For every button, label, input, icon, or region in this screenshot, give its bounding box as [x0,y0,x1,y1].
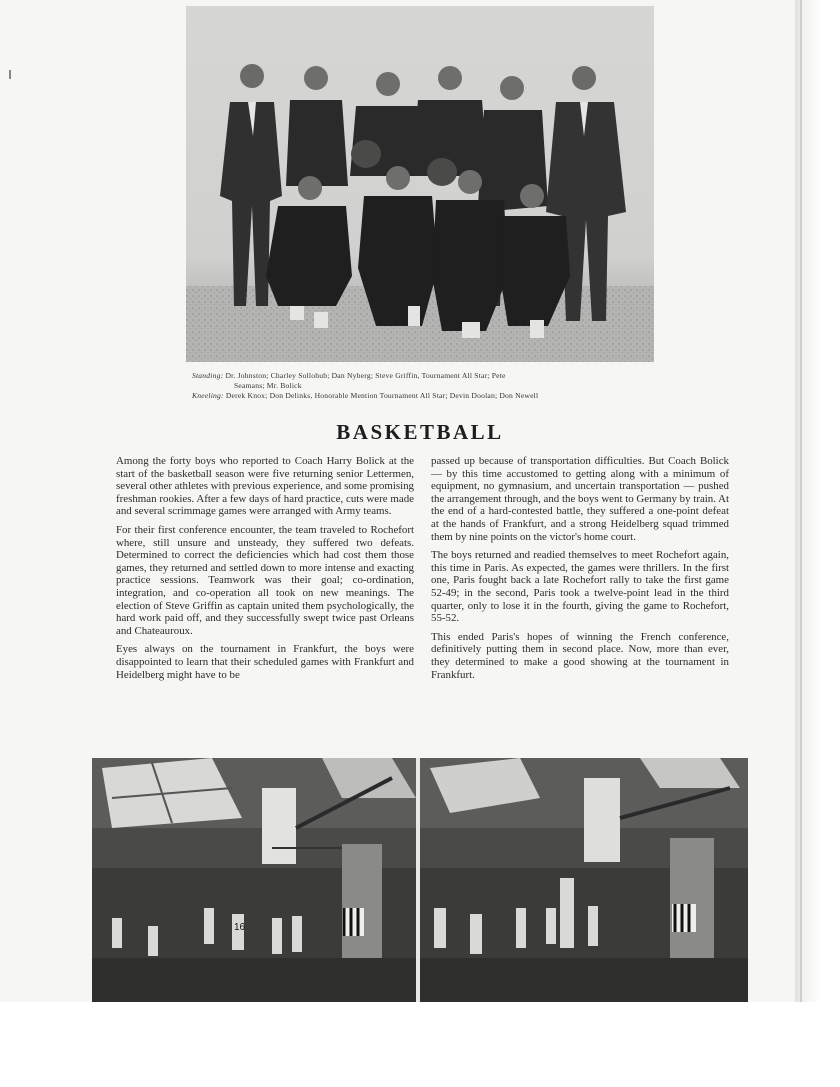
page-spine [800,0,802,1002]
article-paragraph: This ended Paris's hopes of winning the French conference, definitively putting them in second place. Now, more than ever, they determined to make a good showing at the tournament in Frankfurt. [431,630,729,681]
team-photo [186,6,654,362]
caption-standing-names: Dr. Johnston; Charley Sollohub; Dan Nyberg; Steve Griffin, Tournament All Star; Pete [225,371,506,380]
game-action-photo-right [420,758,748,1002]
caption-standing-label: Standing: [192,371,224,380]
game-action-photo-left [92,758,416,1002]
backboard [262,788,296,864]
caption-standing-names-continued: Seamans; Mr. Bolick [234,381,302,390]
photo-caption [192,371,652,401]
team-photo-illustration [186,6,654,362]
caption-kneeling [192,391,652,401]
basketball-icon [427,158,457,186]
article-paragraph: Eyes always on the tournament in Frankfurt, the boys were disappointed to learn that their scheduled games with Frankfurt and Heidelberg might have to be [116,643,414,681]
article-column-left [116,455,414,687]
caption-kneeling-label: Kneeling: [192,391,224,400]
gym-scene-right [420,758,748,1002]
margin-mark [9,70,11,79]
article-paragraph: The boys returned and readied themselves to meet Rochefort again, this time in Paris. As expected, the games were thrillers. In the first one, Paris fought back a late Rochefort rally to take the first game 52-49; in the second, Paris took a twelve-point lead in the third quarter, only to lose it in the fourth, giving the game to Rochefort, 55-52. [431,549,729,625]
article-paragraph: Among the forty boys who reported to Coach Harry Bolick at the start of the basketball season were five returning senior Lettermen, several other athletes with previous experience, and some promising freshman rookies. After a few days of hard practice, cuts were made and several scrimmage games were arranged with Army teams. [116,455,414,518]
article-paragraph: passed up because of transportation difficulties. But Coach Bolick — by this time accustomed to getting along with a minimum of equipment, no gymnasium, and uncertain transportation — pushed the arrangement through, and the boys went to Germany by train. At the end of a hard-contested battle, they suffered a one-point defeat at the hands of Frankfurt, and a strong Heidelberg squad trimmed them by nine points on the victor's home court. [431,455,729,543]
caption-standing [192,371,652,381]
caption-kneeling-names: Derek Knox; Don Delinks, Honorable Mention Tournament All Star; Devin Doolan; Don Newell [225,391,539,400]
gym-scene-left [92,758,416,1002]
article-column-right [431,455,729,687]
jersey-number: 16 [234,922,246,933]
article-paragraph: For their first conference encounter, the team traveled to Rochefort where, still unsure and unsteady, they suffered two defeats. Determined to correct the deficiencies which had cost them those games, they returned and settled down to more intense and exacting practice sessions. Teamwork was their goal; co-ordination, integration, and co-operation all took on new meanings. The election of Steve Griffin as captain united them psychologically, the hard work paid off, and they successfully swept twice past Orleans and Chateauroux. [116,523,414,637]
basketball-icon [351,140,381,168]
article-title: BASKETBALL [336,420,504,444]
backboard [584,778,620,862]
